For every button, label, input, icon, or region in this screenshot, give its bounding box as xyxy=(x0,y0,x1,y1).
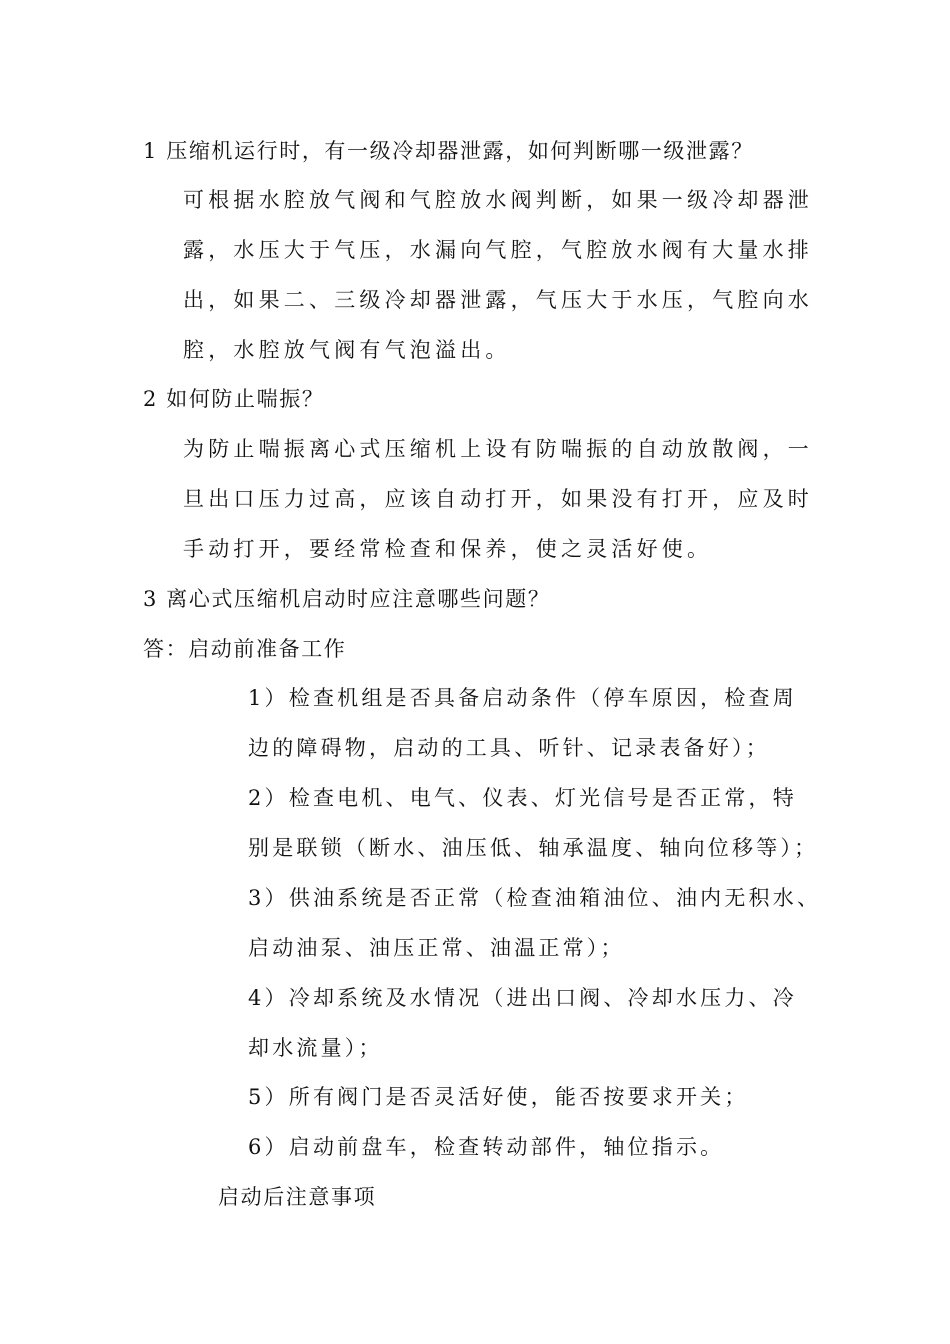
checklist-line-7: 4）冷却系统及水情况（进出口阀、冷却水压力、冷 xyxy=(248,986,797,1010)
checklist-line-1: 1）检查机组是否具备启动条件（停车原因，检查周 xyxy=(248,686,797,710)
answer-2-line-1: 为防止喘振离心式压缩机上设有防喘振的自动放散阀，一 xyxy=(183,437,813,461)
answer-3-heading: 答：启动前准备工作 xyxy=(143,637,347,661)
answer-1-line-2: 露，水压大于气压，水漏向气腔，气腔放水阀有大量水排 xyxy=(183,238,813,262)
checklist-line-8: 却水流量）； xyxy=(248,1036,383,1060)
checklist-line-2: 边的障碍物，启动的工具、听针、记录表备好）； xyxy=(248,736,770,760)
after-start-heading: 启动后注意事项 xyxy=(218,1185,377,1209)
question-2: 2 如何防止喘振？ xyxy=(143,387,325,411)
checklist-line-6: 启动油泵、油压正常、油温正常）； xyxy=(248,936,625,960)
checklist-line-9: 5）所有阀门是否灵活好使，能否按要求开关； xyxy=(248,1085,749,1109)
answer-2-line-2: 旦出口压力过高，应该自动打开，如果没有打开，应及时 xyxy=(183,487,813,511)
checklist-line-10: 6）启动前盘车，检查转动部件，轴位指示。 xyxy=(248,1135,725,1159)
answer-1-line-4: 腔，水腔放气阀有气泡溢出。 xyxy=(183,338,511,362)
answer-1-line-1: 可根据水腔放气阀和气腔放水阀判断，如果一级冷却器泄 xyxy=(183,188,813,212)
checklist-line-4: 别是联锁（断水、油压低、轴承温度、轴向位移等）； xyxy=(248,836,819,860)
checklist-line-3: 2）检查电机、电气、仪表、灯光信号是否正常，特 xyxy=(248,786,797,810)
checklist-line-5: 3）供油系统是否正常（检查油箱油位、油内无积水、 xyxy=(248,886,822,910)
answer-1-line-3: 出，如果二、三级冷却器泄露，气压大于水压，气腔向水 xyxy=(183,288,813,312)
question-1: 1 压缩机运行时，有一级冷却器泄露，如何判断哪一级泄露？ xyxy=(143,139,754,163)
answer-2-line-3: 手动打开，要经常检查和保养，使之灵活好使。 xyxy=(183,537,713,561)
question-3: 3 离心式压缩机启动时应注意哪些问题？ xyxy=(143,587,551,611)
